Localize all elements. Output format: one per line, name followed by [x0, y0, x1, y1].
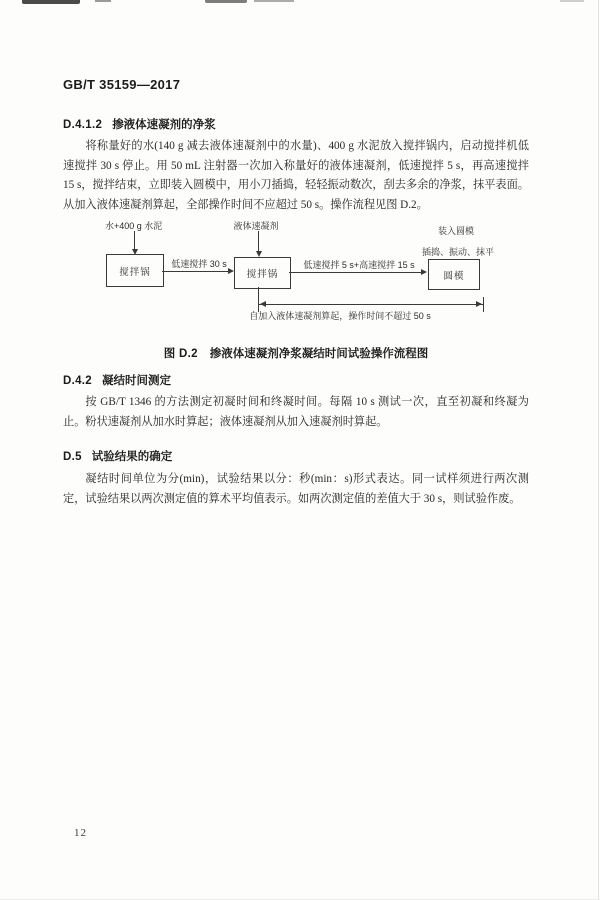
paragraph-d42: 按 GB/T 1346 的方法测定初凝时间和终凝时间。每隔 10 s 测试一次，直至初凝和终凝为止。粉状速凝剂从加水时算起；液体速凝剂从加入速凝剂时算起。 — [63, 396, 529, 428]
section-title: 凝结时间测定 — [102, 375, 171, 387]
flow-arrowhead-right-2-icon — [421, 269, 427, 275]
scan-smudge — [205, 0, 247, 3]
flow-duration-label: 自加入液体速凝剂算起，操作时间不超过 50 s — [249, 311, 431, 321]
page-number: 12 — [74, 827, 87, 839]
scan-smudge — [95, 0, 111, 2]
section-number: D.4.1.2 — [63, 119, 103, 131]
flow-arrow-down-1 — [134, 231, 135, 250]
flow-arrow-down-2 — [258, 231, 259, 252]
figure-number: 图 D.2 — [163, 348, 198, 360]
flow-arrow2-label: 低速搅拌 5 s+高速搅拌 15 s — [303, 260, 415, 270]
section-heading-d5 — [63, 448, 172, 464]
flowchart-figure — [60, 216, 550, 338]
scan-smudge — [560, 0, 584, 2]
flow-duration-line — [259, 304, 483, 305]
section-title: 掺液体速凝剂的净浆 — [112, 119, 216, 131]
flow-box-mixing-pot-2: 搅拌锅 — [234, 257, 291, 289]
section-heading-d42 — [63, 372, 171, 388]
section-heading-d412 — [63, 116, 216, 132]
scan-smudge — [22, 0, 80, 4]
section-number: D.4.2 — [63, 375, 92, 387]
paragraph-d412: 将称量好的水(140 g 减去液体速凝剂中的水量)、400 g 水泥放入搅拌锅内，启动搅拌机低速搅拌 30 s 停止。用 50 mL 注射器一次加入称量好的液体速凝剂，低速搅拌 5 s，再高速搅拌 15 s，搅拌结束，立即装入圆模中，用小刀插捣，轻轻振动数次，刮去多余的净浆，抹平表面。从加入液体速凝剂算起，全部操作时间不应超过 50 s。操作流程见图 D.2。 — [63, 140, 529, 211]
flow-box-mixing-pot-1: 搅拌锅 — [106, 254, 164, 287]
figure-title: 掺液体速凝剂净浆凝结时间试验操作流程图 — [209, 348, 429, 360]
flow-duration-arrowhead-left-icon — [260, 301, 266, 307]
scan-smudge — [254, 0, 294, 2]
standard-number-header: GB/T 35159—2017 — [63, 77, 181, 92]
flow-duration-arrowhead-right-icon — [476, 301, 482, 307]
section-number: D.5 — [63, 451, 82, 463]
flow-duration-tick-right — [483, 297, 484, 312]
flow-input-water-cement-label: 水+400 g 水泥 — [105, 221, 163, 231]
scan-edge-line — [598, 0, 599, 900]
flow-arrow1-label: 低速搅拌 30 s — [171, 259, 227, 269]
flow-input-accelerator-label: 液体速凝剂 — [233, 221, 279, 231]
section-title: 试验结果的确定 — [91, 451, 173, 463]
flow-arrow-right-1 — [162, 271, 230, 272]
flow-arrow-right-2 — [289, 272, 423, 273]
figure-caption — [63, 345, 529, 361]
paragraph-d5: 凝结时间单位为分(min)，试验结果以分：秒(min：s)形式表达。同一试样须进行两次测定，试验结果以两次测定值的算术平均值表示。如两次测定值的差值大于 30 s，则试验作废。 — [63, 473, 529, 505]
flow-box3-note-load: 装入圆模 — [437, 226, 475, 236]
flow-box3-note-tamp: 插捣、振动、抹平 — [421, 247, 495, 257]
flow-box-round-mold: 圆模 — [428, 259, 480, 290]
